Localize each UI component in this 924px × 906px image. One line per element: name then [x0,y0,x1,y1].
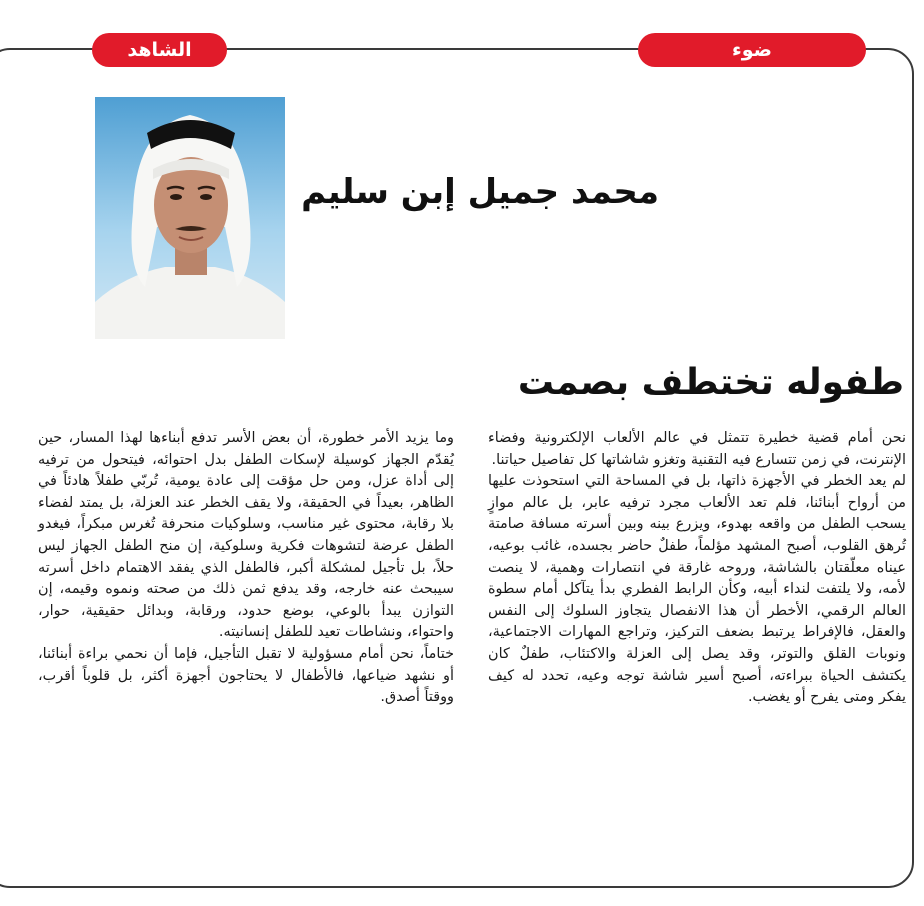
author-portrait-illustration [95,97,285,339]
article-headline: طفوله تختطف بصمت [517,362,904,403]
article-column-right [488,428,906,709]
article-column-left [38,428,454,709]
paragraph: وما يزيد الأمر خطورة، أن بعض الأسر تدفع أبناءها لهذا المسار، حين يُقدّم الجهاز كوسيلة لإسكات الطفل بدل احتوائه، فيتحول من ترفيه إلى أداة عزل، ومن حل مؤقت إلى عادة يومية، تُربّي طفلاً هادئاً في الظاهر، بعيداً في الحقيقة، ولا يقف الخطر عند العزلة، بل يمتد لفضاء بلا رقابة، محتوى غير مناسب، وسلوكيات منحرفة تُغرس مبكراً، فيغدو الطفل عرضة لتشوهات فكرية وسلوكية، إن منح الطفل الجهاز ليس حلاً، بل تأجيل لمشكلة أكبر، فالطفل الذي يفقد الاهتمام داخل أسرته سيبحث عنه خارجه، وقد يدفع ثمن ذلك من صحته ونموه وقيمه، إن التوازن يبدأ بالوعي، بوضع حدود، ورقابة، وبدائل حقيقية، حوار، واحتواء، ونشاطات تعيد للطفل إنسانيته. [38,430,454,641]
author-name: محمد جميل إبن سليم [301,172,659,212]
section-label-daw: ضوء [638,33,866,67]
paragraph: نحن أمام قضية خطيرة تتمثل في عالم الألعاب الإلكترونية وفضاء الإنترنت، في زمن تتسارع فيه التقنية وتغزو شاشاتها كل تفاصيل حياتنا. [488,430,906,468]
section-label-alshahed: الشاهد [92,33,227,67]
paragraph: لم يعد الخطر في الأجهزة ذاتها، بل في المساحة التي استحوذت عليها من أرواح أبنائنا، فلم تعد الألعاب مجرد ترفيه عابر، بل عالم موازٍ يسحب الطفل من واقعه بهدوء، ويزرع بينه وبين أسرته مسافة صامتة تُرهق القلوب، أصبح المشهد مؤلماً، طفلٌ حاضر بجسده، غائب بوعيه، عيناه معلّقتان بالشاشة، وروحه غارقة في انتصارات وهمية، لا ينصت لأمه، ولا يلتفت لنداء أبيه، وكأن الرابط الفطري بدأ يتآكل أمام سطوة العالم الرقمي، الأخطر أن هذا الانفصال يتجاوز السلوك إلى النفس والعقل، فالإفراط يرتبط بضعف التركيز، وتراجع المهارات الاجتماعية، ونوبات القلق والتوتر، وقد يصل إلى العزلة والاكتئاب، طفلٌ كان يكتشف الحياة ببراءته، أصبح أسير شاشة توجه وعيه، تحدد له كيف يفكر ومتى يفرح أو يغضب. [488,473,906,706]
author-photo [95,97,285,339]
paragraph: ختاماً، نحن أمام مسؤولية لا تقبل التأجيل، فإما أن نحمي براءة أبنائنا، أو نشهد ضياعها، فالأطفال لا يحتاجون أجهزة أكثر، بل قلوباً أقرب، ووقتاً أصدق. [38,645,454,706]
